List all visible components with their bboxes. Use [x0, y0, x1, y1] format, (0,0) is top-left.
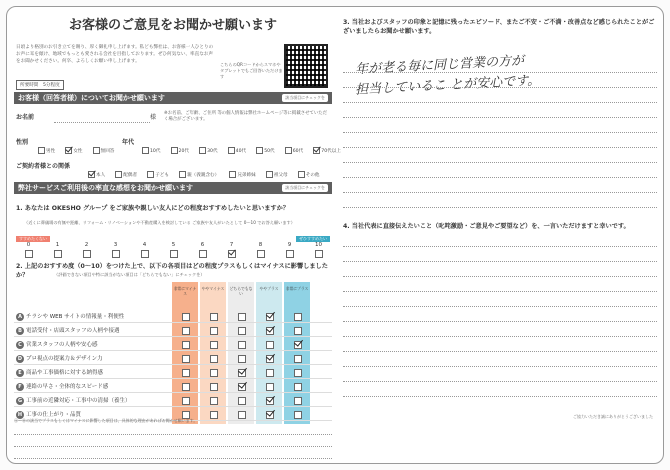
q4-answer-rule[interactable]	[343, 306, 657, 307]
q3-answer-rule[interactable]	[343, 177, 657, 178]
q2-checkbox-c-0[interactable]	[182, 341, 190, 349]
q2-item-letter-icon: A	[16, 313, 24, 321]
q2-item-letter-icon: E	[16, 369, 24, 377]
q3-answer-rule[interactable]	[343, 87, 657, 88]
age-checkbox-30[interactable]	[199, 147, 206, 154]
q2-checkbox-a-2[interactable]	[238, 313, 246, 321]
q2-checkbox-e-0[interactable]	[182, 369, 190, 377]
gender-checkbox-female[interactable]	[65, 147, 72, 154]
age-checkbox-50[interactable]	[256, 147, 263, 154]
q2-checkbox-g-3[interactable]	[266, 397, 274, 405]
q2-item-letter-icon: B	[16, 327, 24, 335]
qr-code-icon[interactable]	[284, 44, 328, 88]
q2-checkbox-f-1[interactable]	[210, 383, 218, 391]
q2-checkbox-g-0[interactable]	[182, 397, 190, 405]
q2-item-label: 商品や工事価格に対する納得感	[26, 370, 104, 376]
age-option-30[interactable]: 30代	[199, 147, 217, 154]
q1-scale-option-9[interactable]	[275, 242, 304, 258]
age-option-20[interactable]: 20代	[171, 147, 189, 154]
q4-answer-rule[interactable]	[343, 321, 657, 322]
q2-row-divider	[14, 378, 332, 379]
relation-option-sibling[interactable]: 兄弟姉妹	[229, 171, 255, 178]
q2-checkbox-g-1[interactable]	[210, 397, 218, 405]
q2-item-c	[16, 340, 176, 349]
q2-item-a	[16, 312, 176, 321]
name-note: ※お名前、ご年齢、ご住所 等の個人情報は弊社ホームページ等に掲載させていただく場合がございます。	[164, 111, 328, 122]
q2-column-header-2: どちらでもない	[229, 286, 253, 296]
q2-checkbox-e-3[interactable]	[266, 369, 274, 377]
left-column	[14, 14, 341, 454]
q1-scale-value: 1	[55, 242, 60, 248]
gender-checkbox-none[interactable]	[93, 147, 100, 154]
q3-answer-line-1: 年が老る毎に同じ営業の方が	[354, 53, 525, 78]
q1-scale-option-1[interactable]	[43, 242, 72, 258]
section1-title: お客様（回答者様）についてお聞かせ願います	[18, 94, 165, 102]
relation-checkbox-spouse[interactable]	[115, 171, 122, 178]
q1-scale-option-4[interactable]	[130, 242, 159, 258]
relation-checkbox-grandparent[interactable]	[266, 171, 273, 178]
q4-answer-rule[interactable]	[343, 366, 657, 367]
q2-checkbox-a-0[interactable]	[182, 313, 190, 321]
q2-column-header-1: ややマイナス	[201, 286, 225, 291]
q1-scale-value: 3	[113, 242, 118, 248]
q2-checkbox-a-4[interactable]	[294, 313, 302, 321]
q2-item-letter-icon: C	[16, 341, 24, 349]
q2-checkbox-f-0[interactable]	[182, 383, 190, 391]
q3-answer-line-2: 担当しているこ とが安心です。	[354, 73, 541, 98]
q1-scale	[14, 236, 332, 258]
q1-scale-option-6[interactable]	[188, 242, 217, 258]
q2-checkbox-d-1[interactable]	[210, 355, 218, 363]
q3-answer-rule[interactable]	[343, 192, 657, 193]
q2-item-letter-icon: F	[16, 383, 24, 391]
q1-scale-option-7[interactable]	[217, 242, 246, 258]
q4-answer-rule[interactable]	[343, 291, 657, 292]
q1-scale-value: 4	[142, 242, 147, 248]
q2-item-label: プロ視点の提案力＆デザイン力	[26, 356, 103, 362]
q4-answer-rule[interactable]	[343, 276, 657, 277]
q2-checkbox-d-2[interactable]	[238, 355, 246, 363]
q3-answer-rule[interactable]	[343, 162, 657, 163]
q1-high-label: ぜひすすめたい	[296, 236, 330, 242]
q2-answer-line-2[interactable]	[14, 446, 332, 447]
q1-scale-option-2[interactable]	[72, 242, 101, 258]
age-checkbox-10[interactable]	[142, 147, 149, 154]
q1-scale-checkbox-8[interactable]	[257, 250, 265, 258]
q2-checkbox-d-4[interactable]	[294, 355, 302, 363]
q1-scale-value: 0	[26, 242, 31, 248]
age-option-10[interactable]: 10代	[142, 147, 160, 154]
q1-scale-option-10[interactable]	[304, 242, 333, 258]
name-field-line[interactable]	[54, 122, 150, 123]
q1-scale-value: 8	[258, 242, 263, 248]
q2-text: 2. 上記のおすすめ度（0〜10）をつけた上で、以下の各項目はどの程度プラスもしくはマイナスに影響しましたか？	[16, 263, 328, 279]
name-label: お名前	[16, 114, 35, 121]
q2-checkbox-c-4[interactable]	[294, 341, 302, 349]
q1-scale-checkbox-6[interactable]	[199, 250, 207, 258]
name-suffix: 様	[150, 114, 157, 121]
gender-label: 性別	[16, 139, 29, 146]
q2-row-divider	[14, 364, 332, 365]
closing-text: ご協力いただき誠にありがとうございました	[573, 414, 653, 419]
q2-answer-line-1[interactable]	[14, 434, 332, 435]
q4-text: 4. 当社代表に直接伝えたいこと（叱咤激励・ご意見やご要望など）を、一言いただけますと幸いです。	[343, 223, 630, 230]
q2-checkbox-h-3[interactable]	[266, 411, 274, 419]
q2-item-e	[16, 368, 176, 377]
q2-item-letter-icon: H	[17, 412, 23, 418]
q2-item-label: 工事前の近隣対応・工事中の清掃（養生）	[26, 398, 131, 404]
relation-option-self[interactable]: 本人	[88, 171, 105, 178]
q2-column-header-3: ややプラス	[259, 286, 279, 291]
q2-checkbox-e-1[interactable]	[210, 369, 218, 377]
q2-item-letter-icon: D	[17, 356, 23, 362]
age-option-70[interactable]: 70代以上	[313, 147, 341, 154]
q2-checkbox-h-4[interactable]	[294, 411, 302, 419]
q2-item-label: チラシや WEB サイトの情報量・利便性	[26, 314, 125, 320]
q1-scale-value: 6	[200, 242, 205, 248]
q2-item-label: 工事の仕上がり・品質	[26, 412, 82, 418]
q1-text: 1. あなたは OKESHO グループ をご家族や親しい友人にどの程度おすすめしたいと思いますか？	[16, 205, 289, 212]
q2-item-label: 営業スタッフの人柄や安心感	[26, 342, 98, 348]
q3-answer-rule[interactable]	[343, 207, 657, 208]
relation-option-other[interactable]: その他	[298, 171, 320, 178]
q1-scale-checkbox-10[interactable]	[315, 250, 323, 258]
section2-header	[14, 182, 332, 194]
q2-item-letter-icon: G	[17, 398, 23, 404]
q2-answer-line-3[interactable]	[14, 458, 332, 459]
q1-scale-value: 9	[287, 242, 292, 248]
age-option-40[interactable]: 40代	[228, 147, 246, 154]
q4-answer-rule[interactable]	[343, 381, 657, 382]
gender-option-none[interactable]: 無回答	[93, 147, 115, 154]
q1-scale-checkbox-9[interactable]	[286, 250, 294, 258]
age-label: 年代	[122, 139, 135, 146]
q1-scale-checkbox-0[interactable]	[25, 250, 33, 258]
age-checkbox-20[interactable]	[171, 147, 178, 154]
q2-row-divider	[14, 406, 332, 407]
q2-column-header-0: 非常にマイナス	[173, 286, 197, 296]
gender-options	[38, 137, 119, 156]
q3-answer-rule[interactable]	[343, 102, 657, 103]
time-badge: 所要時間 5分程度	[16, 80, 64, 90]
age-option-50[interactable]: 50代	[256, 147, 274, 154]
relation-option-child[interactable]: 子ども	[147, 171, 169, 178]
q2-row-divider	[14, 322, 332, 323]
q1-scale-checkbox-7[interactable]	[228, 250, 236, 258]
q2-checkbox-b-2[interactable]	[238, 327, 246, 335]
age-option-60[interactable]: 60代	[285, 147, 303, 154]
q1-scale-option-5[interactable]	[159, 242, 188, 258]
section2-title: 弊社サービスご利用後の率直な感想をお聞かせ願います	[18, 184, 193, 192]
q4-answer-rule[interactable]	[343, 246, 657, 247]
q1-scale-checkbox-3[interactable]	[112, 250, 120, 258]
q2-checkbox-b-3[interactable]	[266, 327, 274, 335]
q2-checkbox-f-2[interactable]	[238, 383, 246, 391]
gender-option-male[interactable]: 男性	[38, 147, 55, 154]
gender-option-female[interactable]: 女性	[65, 147, 82, 154]
q2-checkbox-c-2[interactable]	[238, 341, 246, 349]
relation-option-grandparent[interactable]: 祖父母	[266, 171, 288, 178]
qr-instruction: こちらのQRコードからスマホやタブレットでもご回答いただけます	[220, 62, 283, 79]
q2-checkbox-c-3[interactable]	[266, 341, 274, 349]
section1-header	[14, 92, 332, 104]
q1-scale-option-3[interactable]	[101, 242, 130, 258]
relation-checkbox-parent[interactable]	[179, 171, 186, 178]
q2-checkbox-h-1[interactable]	[210, 411, 218, 419]
q1-scale-value: 7	[229, 242, 234, 248]
age-options	[142, 137, 346, 156]
q2-item-d	[16, 354, 176, 363]
age-checkbox-60[interactable]	[285, 147, 292, 154]
relation-checkbox-other[interactable]	[298, 171, 305, 178]
q2-row-divider	[14, 392, 332, 393]
q1-scale-value: 2	[84, 242, 89, 248]
q1-scale-checkbox-5[interactable]	[170, 250, 178, 258]
q3-text: 3. 当社およびスタッフの印象と記憶に残ったエピソード、またご不安・ご不満・改善点など感じられたことがございましたらお聞かせ願います。	[343, 19, 655, 35]
q3-answer-rule[interactable]	[343, 72, 657, 73]
q3-answer-rule[interactable]	[343, 147, 657, 148]
q2-checkbox-e-2[interactable]	[238, 369, 246, 377]
q2-checkbox-f-4[interactable]	[294, 383, 302, 391]
q2-checkbox-e-4[interactable]	[294, 369, 302, 377]
q2-checkbox-d-0[interactable]	[182, 355, 190, 363]
age-checkbox-40[interactable]	[228, 147, 235, 154]
q2-item-b	[16, 326, 176, 335]
relation-checkbox-self[interactable]	[88, 171, 95, 178]
q3-answer-rule[interactable]	[343, 132, 657, 133]
q1-scale-option-8[interactable]	[246, 242, 275, 258]
q4-answer-rule[interactable]	[343, 351, 657, 352]
q2-checkbox-g-4[interactable]	[294, 397, 302, 405]
q1-scale-checkbox-2[interactable]	[83, 250, 91, 258]
q1-scale-value: 5	[171, 242, 176, 248]
q1-note: （近くに葬儀場の有無や距離、リフォーム・リノベーションや不動産購入を検討している ご家族や友人がいたとして 0〜10 でお答え願います）	[24, 220, 295, 225]
q4-answer-rule[interactable]	[343, 261, 657, 262]
relation-label: ご契約者様との関係	[16, 163, 71, 170]
section1-tag: 該当項目にチェックを	[282, 94, 328, 102]
q2-footnote: Ⓐ〜Ⓗの該当でプラスもしくはマイナスに影響した項目は、具体的な理由があればお聞かせ願います。	[14, 418, 198, 423]
q2-checkbox-h-2[interactable]	[238, 411, 246, 419]
q2-row-divider	[14, 336, 332, 337]
q1-low-label: すすめたくない	[16, 236, 50, 242]
q2-checkbox-f-3[interactable]	[266, 383, 274, 391]
q2-checkbox-d-3[interactable]	[266, 355, 274, 363]
q2-checkbox-b-0[interactable]	[182, 327, 190, 335]
q2-checkbox-b-4[interactable]	[294, 327, 302, 335]
section2-tag: 該当項目にチェックを	[282, 184, 328, 192]
q2-checkbox-a-3[interactable]	[266, 313, 274, 321]
q2-row-divider	[14, 350, 332, 351]
q2-checkbox-c-1[interactable]	[210, 341, 218, 349]
q2-item-label: 連絡の早さ・全体的なスピード感	[26, 384, 109, 390]
relation-option-parent[interactable]: 親（義親含む）	[179, 171, 219, 178]
relation-checkbox-child[interactable]	[147, 171, 154, 178]
q2-checkbox-b-1[interactable]	[210, 327, 218, 335]
right-column	[343, 14, 657, 454]
page-title: お客様のご意見をお聞かせ願います	[68, 18, 277, 33]
q1-scale-checkbox-4[interactable]	[141, 250, 149, 258]
q1-scale-checkbox-1[interactable]	[54, 250, 62, 258]
q3-answer-rule[interactable]	[343, 117, 657, 118]
q2-column-header-4: 非常にプラス	[285, 286, 309, 291]
q4-answer-rule[interactable]	[343, 336, 657, 337]
q2-note: （評価できない項目や特に該当がない項目は「どちらでもない」にチェックを）	[54, 272, 205, 277]
q2-item-f	[16, 382, 176, 391]
intro-text: 日頃より格別のお引き立てを賜り、厚く御礼申し上げます。私ども弊社は、お客様一人ひとりのお声に耳を傾け、地域でもっとも愛される会社を目指しております。ぜひ何気ない、率直なお声をお聞かせください。何卒、よろしくお願い申し上げます。	[16, 45, 214, 64]
q2-checkbox-a-1[interactable]	[210, 313, 218, 321]
q2-checkbox-g-2[interactable]	[238, 397, 246, 405]
relation-checkbox-sibling[interactable]	[229, 171, 236, 178]
q4-answer-rule[interactable]	[343, 396, 657, 397]
q2-item-label: 電話受付・店頭スタッフの人柄や接遇	[26, 328, 120, 334]
q1-scale-value: 10	[315, 242, 322, 248]
q1-scale-option-0[interactable]	[14, 242, 43, 258]
relation-options	[88, 161, 325, 180]
relation-option-spouse[interactable]: 配偶者	[115, 171, 137, 178]
q2-item-g	[16, 396, 176, 405]
age-checkbox-70[interactable]	[313, 147, 320, 154]
gender-checkbox-male[interactable]	[38, 147, 45, 154]
